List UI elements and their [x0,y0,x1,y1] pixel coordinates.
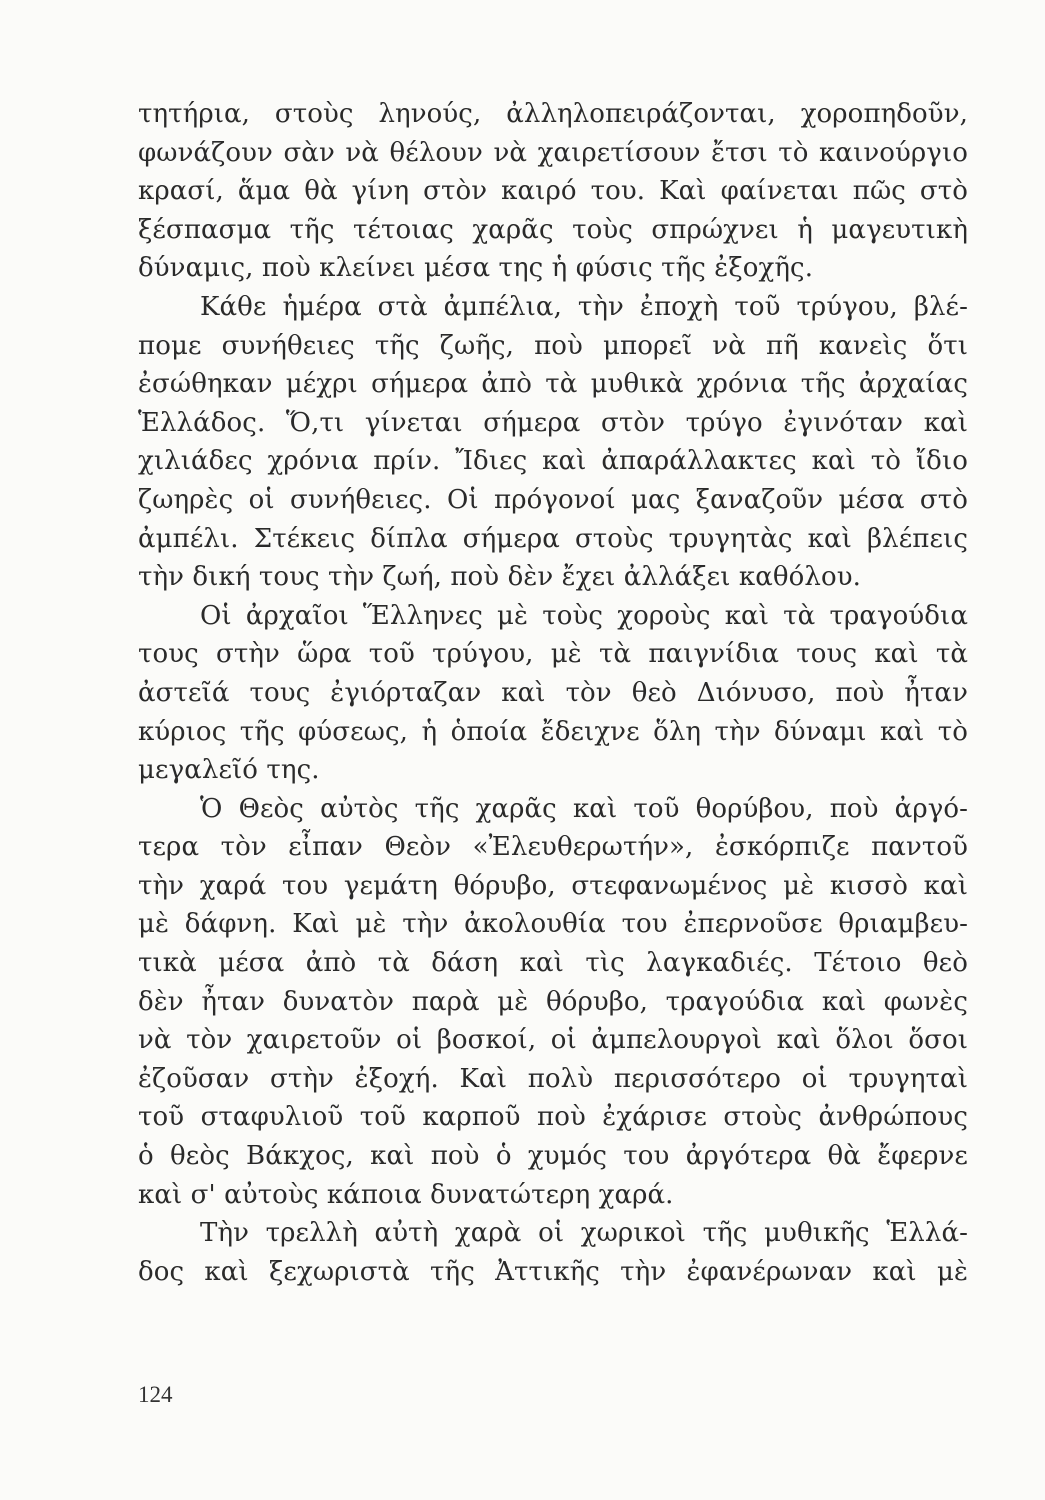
text-line: ἀστεῖά τους ἐγιόρταζαν καὶ τὸν θεὸ Διόνυσο, ποὺ ἦταν [138,677,968,708]
text-line: μεγαλεῖό της. [138,755,320,786]
text-line: τικὰ μέσα ἀπὸ τὰ δάση καὶ τὶς λαγκαδιές. Τέτοιο θεὸ [138,948,968,979]
text-line: τοῦ σταφυλιοῦ τοῦ καρποῦ ποὺ ἐχάρισε στοὺς ἀνθρώπους [138,1102,968,1133]
body-text [138,95,968,1291]
page-number: 124 [138,1382,173,1407]
text-line: δύναμις, ποὺ κλείνει μέσα της ἡ φύσις τῆς ἐξοχῆς. [138,253,814,284]
text-line: Κάθε ἡμέρα στὰ ἀμπέλια, τὴν ἐποχὴ τοῦ τρύγου, βλέ- [200,291,968,322]
text-line: καὶ σ' αὐτοὺς κάποια δυνατώτερη χαρά. [138,1179,674,1210]
text-line: τερα τὸν εἶπαν Θεὸν «Ἐλευθερωτήν», ἐσκόρπιζε παντοῦ [138,832,968,863]
text-line: πομε συνήθειες τῆς ζωῆς, ποὺ μπορεῖ νὰ πῆ κανεὶς ὅτι [138,330,968,361]
text-line: ἐσώθηκαν μέχρι σήμερα ἀπὸ τὰ μυθικὰ χρόνια τῆς ἀρχαίας [138,369,968,400]
text-line: Τὴν τρελλὴ αὐτὴ χαρὰ οἱ χωρικοὶ τῆς μυθικῆς Ἑλλά- [200,1218,968,1249]
text-line: κύριος τῆς φύσεως, ἡ ὁποία ἔδειχνε ὅλη τὴν δύναμι καὶ τὸ [138,716,968,747]
text-line: ἀμπέλι. Στέκεις δίπλα σήμερα στοὺς τρυγητὰς καὶ βλέπεις [138,523,968,554]
text-line: δὲν ἦταν δυνατὸν παρὰ μὲ θόρυβο, τραγούδια καὶ φωνὲς [138,986,968,1017]
text-line: φωνάζουν σὰν νὰ θέλουν νὰ χαιρετίσουν ἔτσι τὸ καινούργιο [138,137,968,168]
text-line: ὁ θεὸς Βάκχος, καὶ ποὺ ὁ χυμός του ἀργότερα θὰ ἔφερνε [138,1141,968,1172]
text-line: νὰ τὸν χαιρετοῦν οἱ βοσκοί, οἱ ἀμπελουργοὶ καὶ ὅλοι ὅσοι [138,1025,968,1056]
text-line: τους στὴν ὥρα τοῦ τρύγου, μὲ τὰ παιγνίδια τους καὶ τὰ [138,639,968,670]
text-line: τὴν δική τους τὴν ζωή, ποὺ δὲν ἔχει ἀλλάξει καθόλου. [138,562,862,593]
text-line: ξέσπασμα τῆς τέτοιας χαρᾶς τοὺς σπρώχνει ἡ μαγευτικὴ [138,214,968,245]
text-line: Ὁ Θεὸς αὐτὸς τῆς χαρᾶς καὶ τοῦ θορύβου, ποὺ ἀργό- [200,793,968,824]
text-line: Ἑλλάδος. Ὅ,τι γίνεται σήμερα στὸν τρύγο ἐγινόταν καὶ [138,407,968,438]
text-line: κρασί, ἅμα θὰ γίνη στὸν καιρό του. Καὶ φαίνεται πῶς στὸ [138,176,968,207]
text-line: ἐζοῦσαν στὴν ἐξοχή. Καὶ πολὺ περισσότερο οἱ τρυγηταὶ [138,1063,968,1094]
text-line: τὴν χαρά του γεμάτη θόρυβο, στεφανωμένος μὲ κισσὸ καὶ [138,870,968,901]
text-line: τητήρια, στοὺς ληνούς, ἀλληλοπειράζονται, χοροπηδοῦν, [138,99,968,129]
text-line: Οἱ ἀρχαῖοι Ἕλληνες μὲ τοὺς χοροὺς καὶ τὰ τραγούδια [200,600,968,631]
text-line: ζωηρὲς οἱ συνήθειες. Οἱ πρόγονοί μας ξαναζοῦν μέσα στὸ [138,484,968,515]
text-line: χιλιάδες χρόνια πρίν. Ἴδιες καὶ ἀπαράλλακτες καὶ τὸ ἴδιο [138,446,968,477]
text-line: δος καὶ ξεχωριστὰ τῆς Ἀττικῆς τὴν ἐφανέρωναν καὶ μὲ [138,1256,968,1287]
text-line: μὲ δάφνη. Καὶ μὲ τὴν ἀκολουθία του ἐπερνοῦσε θριαμβευ- [138,909,968,940]
